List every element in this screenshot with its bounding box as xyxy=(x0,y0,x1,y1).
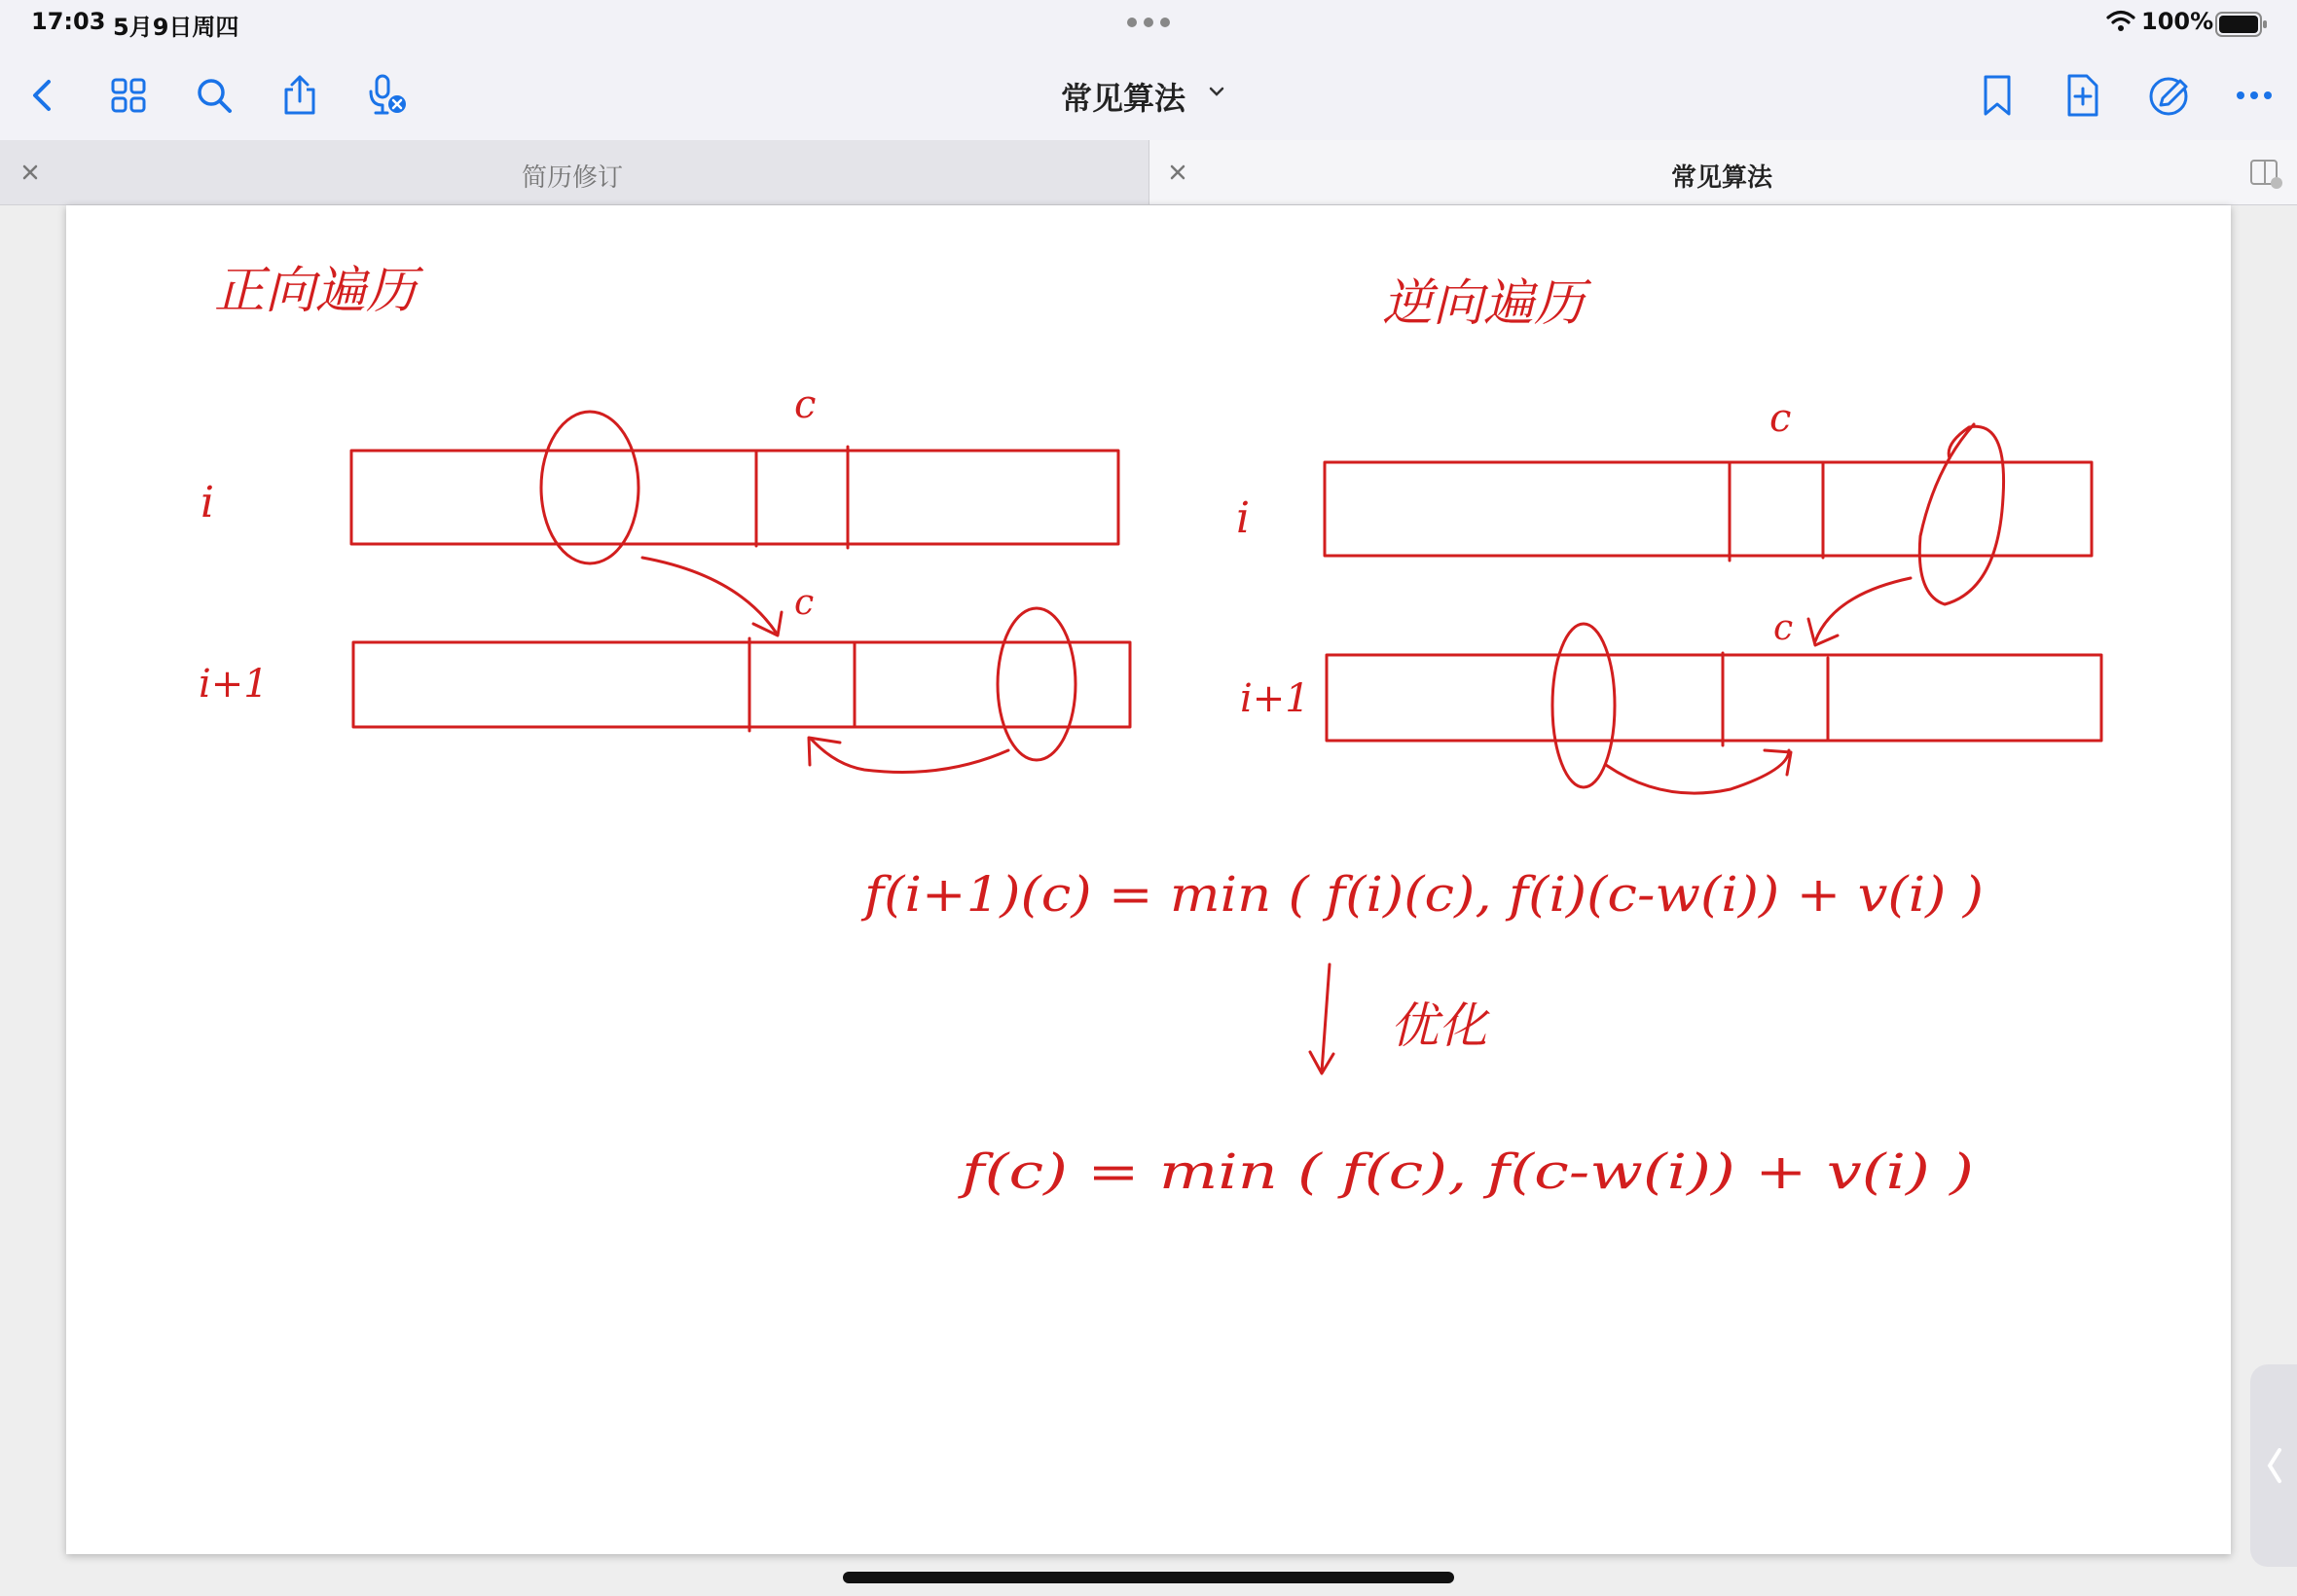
dependency-arrow xyxy=(642,558,777,634)
tab-algorithms[interactable] xyxy=(1149,140,2297,204)
tab-label: 常见算法 xyxy=(1671,163,1773,193)
tab-resume[interactable] xyxy=(0,140,1149,204)
heading-reverse: 逆向遍历 xyxy=(1382,274,1586,333)
more-icon[interactable] xyxy=(2231,72,2278,119)
updated-cell-circle xyxy=(1552,624,1615,787)
pen-tool-icon[interactable] xyxy=(2145,72,2192,119)
back-icon[interactable] xyxy=(19,72,66,119)
row-label-i: i xyxy=(1236,493,1251,543)
add-page-icon[interactable] xyxy=(2060,72,2106,119)
split-view-icon[interactable] xyxy=(2248,156,2283,191)
home-indicator[interactable] xyxy=(843,1572,1454,1583)
sidebar-handle[interactable] xyxy=(2250,1364,2297,1567)
row-i1-array-reverse xyxy=(1327,655,2101,741)
optimize-arrow xyxy=(1322,964,1330,1071)
status-bar xyxy=(0,0,2297,49)
close-icon[interactable] xyxy=(16,158,45,187)
note-page[interactable] xyxy=(66,205,2231,1554)
recurrence-formula: f(i+1)(c) = min ( f(i)(c), f(i)(c-w(i)) + v(i) ) xyxy=(859,866,1985,923)
row-label-i1: i+1 xyxy=(199,662,269,707)
wifi-icon xyxy=(2106,10,2135,33)
arrowhead xyxy=(1808,619,1838,645)
row-label-i: i xyxy=(201,478,215,527)
selected-cell-circle xyxy=(1919,424,2003,604)
microphone-off-icon[interactable] xyxy=(364,72,411,119)
arrowhead xyxy=(753,612,782,635)
bookmark-icon[interactable] xyxy=(1974,72,2021,119)
cap-label: c xyxy=(1773,608,1794,648)
grid-view-icon[interactable] xyxy=(105,72,152,119)
row-label-i1: i+1 xyxy=(1240,676,1310,721)
battery-icon xyxy=(2215,12,2268,37)
optimize-label: 优化 xyxy=(1390,998,1487,1054)
close-icon[interactable] xyxy=(1163,158,1192,187)
document-title[interactable]: 常见算法 xyxy=(1061,80,1186,117)
status-date: 5月9日周四 xyxy=(113,14,239,41)
updated-cell-circle xyxy=(998,608,1076,760)
toolbar xyxy=(0,49,2297,140)
cap-label: c xyxy=(794,382,817,427)
notes-canvas-area xyxy=(0,205,2297,1596)
multitask-dots-icon[interactable] xyxy=(1125,16,1172,29)
tab-label: 简历修订 xyxy=(522,163,624,193)
optimized-formula: f(c) = min ( f(c), f(c-w(i)) + v(i) ) xyxy=(956,1143,1974,1200)
battery-percent: 100% xyxy=(2141,8,2214,35)
tab-bar xyxy=(0,140,2297,205)
dependency-arrow xyxy=(1815,578,1911,641)
selected-cell-circle xyxy=(541,412,638,563)
chevron-down-icon[interactable] xyxy=(1207,82,1226,101)
chevron-left-icon xyxy=(2250,1364,2297,1567)
status-time: 17:03 xyxy=(31,8,106,35)
row-i1-array-forward xyxy=(353,642,1130,727)
cap-label: c xyxy=(1769,396,1792,441)
heading-forward: 正向遍历 xyxy=(214,262,418,320)
direction-arrow xyxy=(1606,750,1789,793)
cap-label: c xyxy=(794,583,815,623)
row-i-array-forward xyxy=(351,451,1118,544)
share-icon[interactable] xyxy=(276,72,323,119)
row-i-array-reverse xyxy=(1325,462,2092,556)
search-icon[interactable] xyxy=(191,72,237,119)
handwriting-layer xyxy=(66,205,2231,1554)
